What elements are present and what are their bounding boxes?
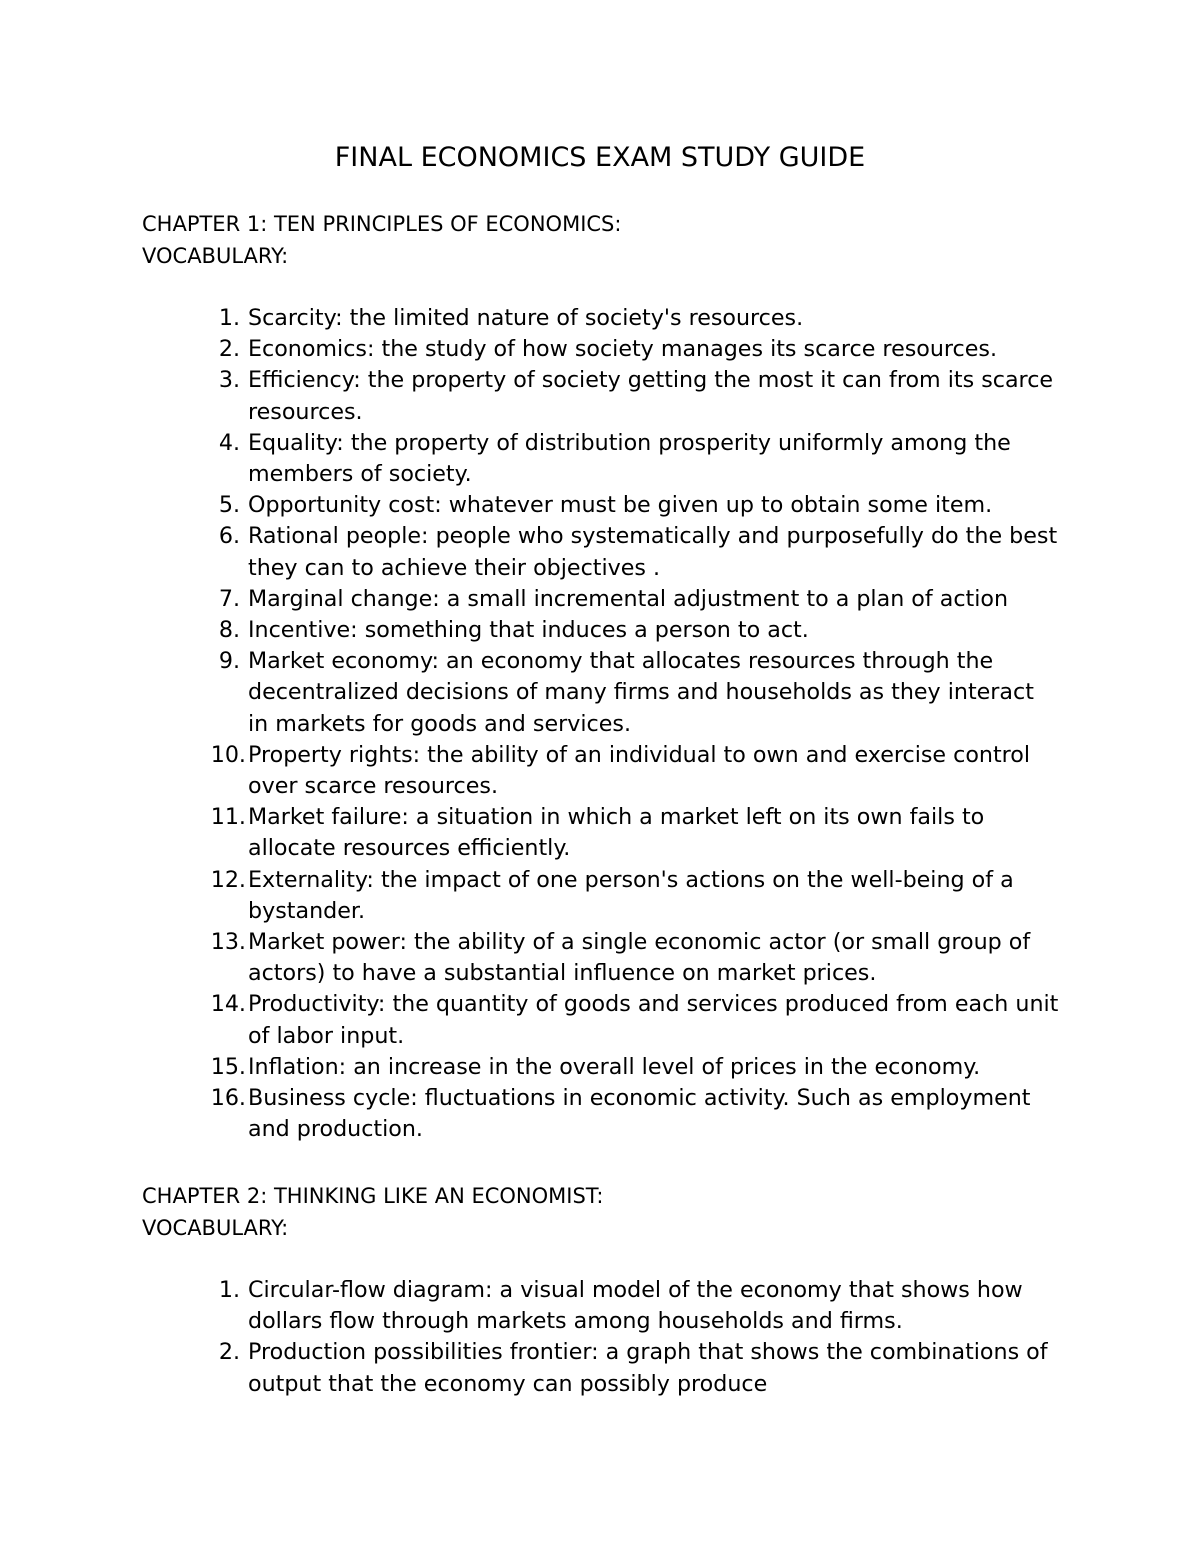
item-definition: Circular-flow diagram: a visual model of the economy that shows how dollars flow through markets among households and firms. xyxy=(248,1277,1023,1335)
chapter-1-vocabulary-label: VOCABULARY: xyxy=(142,244,289,268)
vocab-item xyxy=(142,1337,1092,1399)
vocab-item xyxy=(142,1275,1092,1337)
item-number: 1. xyxy=(218,1277,240,1303)
vocab-item xyxy=(142,428,1092,490)
item-number: 15. xyxy=(210,1053,246,1080)
page-title: FINAL ECONOMICS EXAM STUDY GUIDE xyxy=(334,142,866,173)
vocab-item xyxy=(142,989,1092,1051)
chapter-2-vocabulary-label: VOCABULARY: xyxy=(142,1216,289,1240)
item-definition: Productivity: the quantity of goods and services produced from each unit of labor input. xyxy=(248,991,1059,1049)
vocab-item xyxy=(142,927,1092,989)
chapter-2-vocabulary-list xyxy=(142,1275,1092,1400)
vocab-item xyxy=(142,865,1092,927)
vocab-item xyxy=(142,615,1092,646)
chapter-2-section xyxy=(142,1180,1092,1400)
item-definition: Marginal change: a small incremental adjustment to a plan of action xyxy=(248,585,1009,612)
chapter-1-section xyxy=(142,208,1092,1145)
item-definition: Scarcity: the limited nature of society's resources. xyxy=(248,305,804,331)
item-definition: Incentive: something that induces a person to act. xyxy=(248,617,809,644)
item-number: 6. xyxy=(218,523,240,550)
item-definition: Market failure: a situation in which a market left on its own fails to allocate resources efficiently. xyxy=(248,804,985,862)
item-definition: Equality: the property of distribution prosperity uniformly among the members of society. xyxy=(248,429,1011,488)
vocab-item xyxy=(142,334,1092,365)
item-number: 10. xyxy=(210,741,246,768)
item-number: 12. xyxy=(210,866,246,893)
item-number: 14. xyxy=(210,991,246,1018)
item-definition: Externality: the impact of one person's actions on the well-being of a bystander. xyxy=(248,866,1014,924)
item-definition: Efficiency: the property of society getting the most it can from its scarce resources. xyxy=(248,367,1054,425)
vocab-item xyxy=(142,740,1092,802)
item-definition: Opportunity cost: whatever must be given up to obtain some item. xyxy=(248,492,993,519)
item-number: 8. xyxy=(218,617,240,644)
vocab-item xyxy=(142,584,1092,615)
item-number: 2. xyxy=(218,336,240,363)
item-definition: Market economy: an economy that allocates resources through the decentralized decisions of many firms and households as they interact in markets for goods and services. xyxy=(248,648,1034,737)
chapter-1-vocabulary-list xyxy=(142,303,1092,1145)
item-definition: Economics: the study of how society manages its scarce resources. xyxy=(248,336,998,363)
vocab-item xyxy=(142,802,1092,864)
item-definition: Business cycle: fluctuations in economic activity. Such as employment and production. xyxy=(248,1085,1031,1143)
item-definition: Inflation: an increase in the overall level of prices in the economy. xyxy=(248,1053,981,1080)
item-number: 13. xyxy=(210,929,246,956)
item-number: 16. xyxy=(210,1085,246,1112)
item-number: 2. xyxy=(218,1339,240,1366)
item-definition: Market power: the ability of a single economic actor (or small group of actors) to have a substantial influence on market prices. xyxy=(248,929,1031,987)
item-number: 7. xyxy=(218,585,240,612)
vocab-item xyxy=(142,365,1092,427)
item-number: 1. xyxy=(218,305,240,331)
item-number: 11. xyxy=(210,804,246,831)
item-definition: Production possibilities frontier: a graph that shows the combinations of output that the economy can possibly produce xyxy=(248,1339,1048,1397)
item-number: 9. xyxy=(218,648,240,675)
item-number: 5. xyxy=(218,492,240,519)
item-number: 4. xyxy=(218,429,240,456)
vocab-item xyxy=(142,303,1092,334)
vocab-item xyxy=(142,521,1092,583)
chapter-1-heading: CHAPTER 1: TEN PRINCIPLES OF ECONOMICS: xyxy=(142,212,622,236)
vocab-item xyxy=(142,1052,1092,1083)
item-definition: Property rights: the ability of an individual to own and exercise control over scarce resources. xyxy=(248,741,1031,800)
vocab-item xyxy=(142,490,1092,521)
vocab-item xyxy=(142,1083,1092,1145)
item-number: 3. xyxy=(218,367,240,394)
item-definition: Rational people: people who systematically and purposefully do the best they can to achieve their objectives . xyxy=(248,523,1058,581)
chapter-2-heading: CHAPTER 2: THINKING LIKE AN ECONOMIST: xyxy=(142,1184,604,1208)
vocab-item xyxy=(142,646,1092,740)
